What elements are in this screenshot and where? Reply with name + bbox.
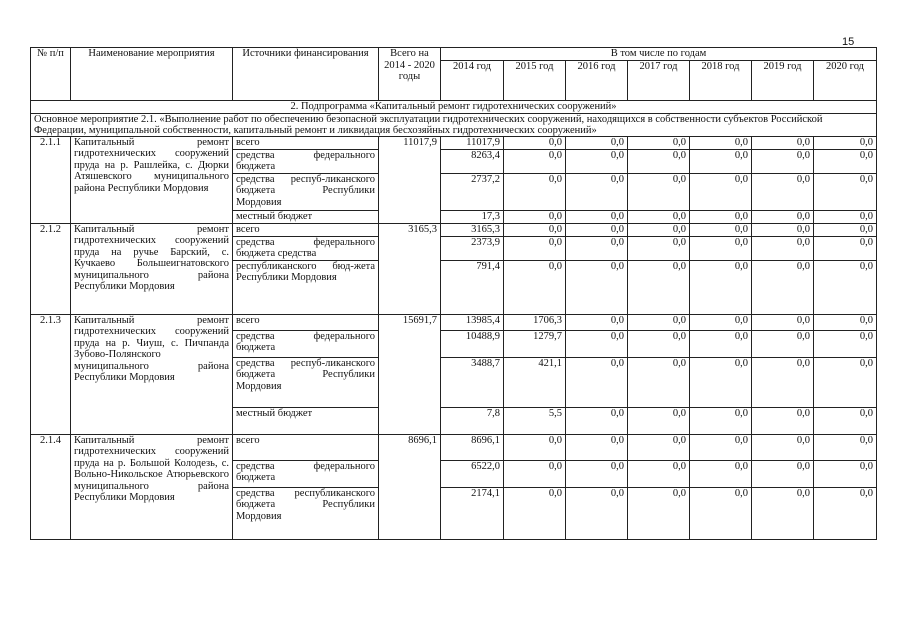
year-value-1: 0,0 xyxy=(504,223,566,236)
item-name: Капитальный ремонт гидротехнических сооружений пруда на ручье Барский, с. Кучкаево Большеигнатовского муниципального района Республики Мордовия xyxy=(71,223,233,314)
year-value-3: 0,0 xyxy=(628,223,690,236)
year-value-1: 0,0 xyxy=(504,460,566,487)
item-total: 11017,9 xyxy=(379,136,441,223)
year-value-4: 0,0 xyxy=(690,407,752,434)
item-3-row-0 xyxy=(31,434,877,460)
year-value-4: 0,0 xyxy=(690,149,752,173)
header-year-6: 2020 год xyxy=(814,60,877,101)
year-value-0: 791,4 xyxy=(441,260,504,314)
year-value-6: 0,0 xyxy=(814,434,877,460)
item-number: 2.1.2 xyxy=(31,223,71,314)
year-value-6: 0,0 xyxy=(814,236,877,260)
year-value-1: 1706,3 xyxy=(504,314,566,330)
item-1-row-0 xyxy=(31,223,877,236)
year-value-4: 0,0 xyxy=(690,330,752,357)
header-year-4: 2018 год xyxy=(690,60,752,101)
header-num: № п/п xyxy=(31,48,71,101)
subprogram-row xyxy=(31,101,877,114)
year-value-2: 0,0 xyxy=(566,407,628,434)
year-value-6: 0,0 xyxy=(814,260,877,314)
year-value-5: 0,0 xyxy=(752,434,814,460)
funding-source: всего xyxy=(233,136,379,149)
item-name: Капитальный ремонт гидротехнических сооружений пруда на р. Большой Колодезь, с. Вольно-Никольское Атюрьевского муниципального района Республики Мордовия xyxy=(71,434,233,539)
funding-source: средства респуб-ликанского бюджета Республики Мордовия xyxy=(233,357,379,407)
year-value-1: 0,0 xyxy=(504,487,566,539)
year-value-2: 0,0 xyxy=(566,434,628,460)
header-year-2: 2016 год xyxy=(566,60,628,101)
year-value-0: 2174,1 xyxy=(441,487,504,539)
year-value-0: 11017,9 xyxy=(441,136,504,149)
year-value-5: 0,0 xyxy=(752,357,814,407)
year-value-6: 0,0 xyxy=(814,330,877,357)
financing-table xyxy=(30,47,877,540)
year-value-6: 0,0 xyxy=(814,407,877,434)
year-value-2: 0,0 xyxy=(566,149,628,173)
item-0-row-0 xyxy=(31,136,877,149)
header-total: Всего на 2014 - 2020 годы xyxy=(379,48,441,101)
year-value-4: 0,0 xyxy=(690,487,752,539)
year-value-0: 3488,7 xyxy=(441,357,504,407)
item-name: Капитальный ремонт гидротехнических сооружений пруда на р. Чиуш, с. Пичпанда Зубово-Полянского муниципального района Республики Мордовия xyxy=(71,314,233,434)
year-value-1: 421,1 xyxy=(504,357,566,407)
year-value-2: 0,0 xyxy=(566,210,628,223)
year-value-1: 0,0 xyxy=(504,149,566,173)
funding-source: средства федерального бюджета xyxy=(233,460,379,487)
year-value-1: 0,0 xyxy=(504,434,566,460)
year-value-2: 0,0 xyxy=(566,487,628,539)
year-value-5: 0,0 xyxy=(752,487,814,539)
page-number: 15 xyxy=(842,36,855,48)
year-value-6: 0,0 xyxy=(814,149,877,173)
header-year-3: 2017 год xyxy=(628,60,690,101)
year-value-2: 0,0 xyxy=(566,460,628,487)
year-value-1: 0,0 xyxy=(504,136,566,149)
funding-source: местный бюджет xyxy=(233,407,379,434)
year-value-0: 6522,0 xyxy=(441,460,504,487)
funding-source: всего xyxy=(233,223,379,236)
year-value-0: 3165,3 xyxy=(441,223,504,236)
year-value-3: 0,0 xyxy=(628,314,690,330)
year-value-6: 0,0 xyxy=(814,314,877,330)
header-year-5: 2019 год xyxy=(752,60,814,101)
year-value-3: 0,0 xyxy=(628,434,690,460)
year-value-6: 0,0 xyxy=(814,223,877,236)
year-value-4: 0,0 xyxy=(690,357,752,407)
main-event-text: Основное мероприятие 2.1. «Выполнение работ по обеспечению безопасной эксплуатации гидротехнических сооружений, находящихся в собственности субъектов Российской Федерации, муниципальной собственности, капитальный ремонт и ликвидация бесхозяйных гидротехнических сооружений» xyxy=(31,113,877,136)
year-value-5: 0,0 xyxy=(752,210,814,223)
year-value-4: 0,0 xyxy=(690,173,752,210)
header-sources: Источники финансирования xyxy=(233,48,379,101)
year-value-2: 0,0 xyxy=(566,136,628,149)
year-value-4: 0,0 xyxy=(690,434,752,460)
year-value-4: 0,0 xyxy=(690,236,752,260)
item-number: 2.1.4 xyxy=(31,434,71,539)
funding-source: средства респуб-ликанского бюджета Республики Мордовия xyxy=(233,173,379,210)
funding-source: местный бюджет xyxy=(233,210,379,223)
funding-source: всего xyxy=(233,434,379,460)
item-name: Капитальный ремонт гидротехнических сооружений пруда на р. Рашлейка, с. Дюрки Атяшевского муниципального района Республики Мордовия xyxy=(71,136,233,223)
year-value-2: 0,0 xyxy=(566,236,628,260)
year-value-6: 0,0 xyxy=(814,487,877,539)
year-value-0: 2373,9 xyxy=(441,236,504,260)
year-value-2: 0,0 xyxy=(566,223,628,236)
year-value-1: 5,5 xyxy=(504,407,566,434)
subprogram-title: 2. Подпрограмма «Капитальный ремонт гидротехнических сооружений» xyxy=(31,101,877,114)
year-value-4: 0,0 xyxy=(690,260,752,314)
year-value-6: 0,0 xyxy=(814,136,877,149)
header-year-0: 2014 год xyxy=(441,60,504,101)
item-number: 2.1.3 xyxy=(31,314,71,434)
year-value-2: 0,0 xyxy=(566,314,628,330)
year-value-4: 0,0 xyxy=(690,223,752,236)
year-value-2: 0,0 xyxy=(566,260,628,314)
year-value-1: 1279,7 xyxy=(504,330,566,357)
year-value-3: 0,0 xyxy=(628,330,690,357)
year-value-1: 0,0 xyxy=(504,210,566,223)
header-year-1: 2015 год xyxy=(504,60,566,101)
year-value-4: 0,0 xyxy=(690,136,752,149)
year-value-4: 0,0 xyxy=(690,314,752,330)
year-value-0: 7,8 xyxy=(441,407,504,434)
item-number: 2.1.1 xyxy=(31,136,71,223)
year-value-5: 0,0 xyxy=(752,314,814,330)
year-value-5: 0,0 xyxy=(752,260,814,314)
year-value-6: 0,0 xyxy=(814,210,877,223)
year-value-3: 0,0 xyxy=(628,407,690,434)
funding-source: средства федерального бюджета xyxy=(233,330,379,357)
year-value-4: 0,0 xyxy=(690,460,752,487)
main-event-row xyxy=(31,113,877,136)
year-value-0: 2737,2 xyxy=(441,173,504,210)
year-value-5: 0,0 xyxy=(752,149,814,173)
item-total: 3165,3 xyxy=(379,223,441,314)
year-value-0: 10488,9 xyxy=(441,330,504,357)
year-value-3: 0,0 xyxy=(628,236,690,260)
year-value-1: 0,0 xyxy=(504,173,566,210)
item-total: 8696,1 xyxy=(379,434,441,539)
year-value-0: 13985,4 xyxy=(441,314,504,330)
year-value-5: 0,0 xyxy=(752,173,814,210)
year-value-2: 0,0 xyxy=(566,173,628,210)
year-value-3: 0,0 xyxy=(628,136,690,149)
year-value-0: 8263,4 xyxy=(441,149,504,173)
year-value-1: 0,0 xyxy=(504,260,566,314)
funding-source: средства федерального бюджета средства xyxy=(233,236,379,260)
year-value-6: 0,0 xyxy=(814,460,877,487)
year-value-3: 0,0 xyxy=(628,210,690,223)
funding-source: средства республиканского бюджета Республики Мордовия xyxy=(233,487,379,539)
year-value-2: 0,0 xyxy=(566,357,628,407)
year-value-3: 0,0 xyxy=(628,149,690,173)
year-value-3: 0,0 xyxy=(628,357,690,407)
funding-source: республиканского бюд-жета Республики Мордовия xyxy=(233,260,379,314)
year-value-2: 0,0 xyxy=(566,330,628,357)
year-value-3: 0,0 xyxy=(628,173,690,210)
year-value-5: 0,0 xyxy=(752,223,814,236)
year-value-1: 0,0 xyxy=(504,236,566,260)
item-2-row-0 xyxy=(31,314,877,330)
year-value-3: 0,0 xyxy=(628,260,690,314)
year-value-6: 0,0 xyxy=(814,357,877,407)
year-value-5: 0,0 xyxy=(752,330,814,357)
year-value-5: 0,0 xyxy=(752,136,814,149)
year-value-3: 0,0 xyxy=(628,460,690,487)
item-total: 15691,7 xyxy=(379,314,441,434)
year-value-3: 0,0 xyxy=(628,487,690,539)
year-value-4: 0,0 xyxy=(690,210,752,223)
year-value-0: 8696,1 xyxy=(441,434,504,460)
header-name: Наименование мероприятия xyxy=(71,48,233,101)
funding-source: средства федерального бюджета xyxy=(233,149,379,173)
funding-source: всего xyxy=(233,314,379,330)
year-value-5: 0,0 xyxy=(752,407,814,434)
year-value-5: 0,0 xyxy=(752,236,814,260)
header-by-years: В том числе по годам xyxy=(441,48,877,61)
year-value-5: 0,0 xyxy=(752,460,814,487)
year-value-6: 0,0 xyxy=(814,173,877,210)
year-value-0: 17,3 xyxy=(441,210,504,223)
